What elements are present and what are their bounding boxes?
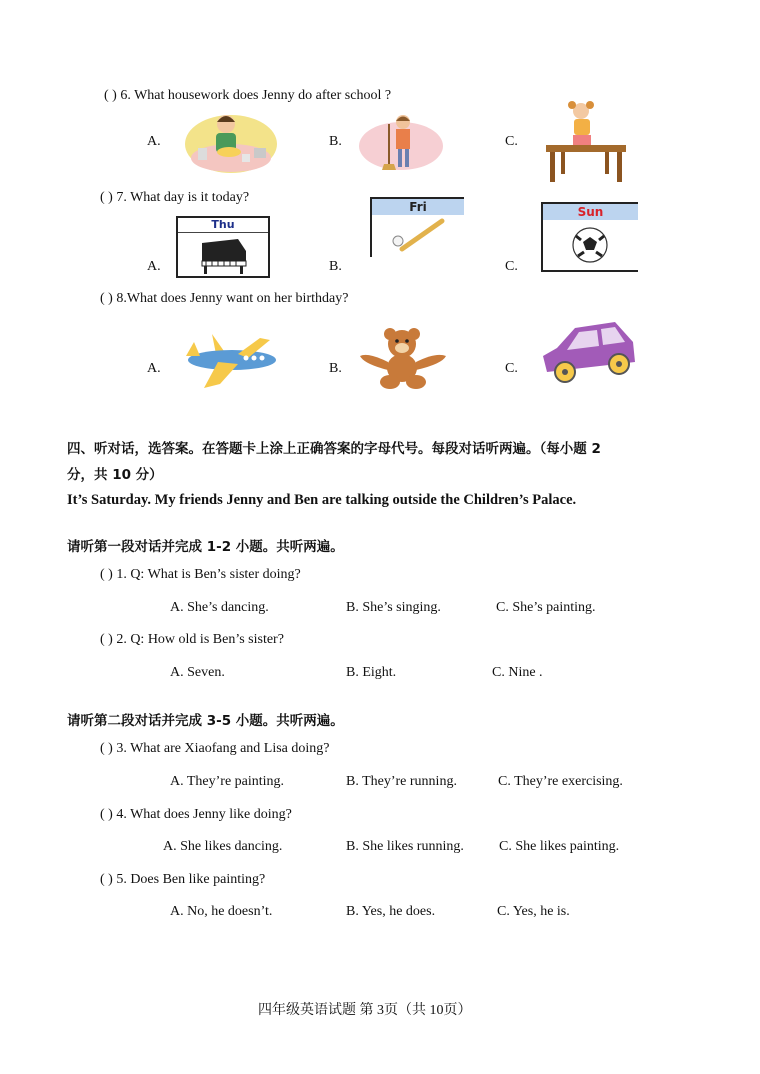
cleaning-table-picture (543, 99, 629, 185)
football-icon (543, 220, 638, 270)
lq3-option-b: B. They’re running. (346, 774, 457, 789)
calendar-thursday (176, 216, 270, 278)
lq2-option-a: A. Seven. (170, 665, 225, 680)
listening-question-3: ( ) 3. What are Xiaofang and Lisa doing? (100, 741, 330, 756)
day-label-thu: Thu (178, 218, 268, 233)
lq5-option-c: C. Yes, he is. (497, 904, 570, 919)
lq4-option-c: C. She likes painting. (499, 839, 620, 854)
piano-icon (178, 233, 268, 275)
question-6: ( ) 6. What housework does Jenny do after school ? (104, 88, 392, 103)
q6-option-a-label: A. (147, 134, 161, 149)
section-4-intro: It’s Saturday. My friends Jenny and Ben are talking outside the Children’s Palace. (67, 492, 577, 508)
dialog-1-instruction: 请听第一段对话并完成 1-2 小题。共听两遍。 (67, 539, 344, 555)
teddy-bear-picture (358, 328, 448, 390)
baseball-bat-icon (372, 215, 464, 257)
q6-option-c-label: C. (505, 134, 518, 149)
q7-option-a-label: A. (147, 259, 161, 274)
listening-question-1: ( ) 1. Q: What is Ben’s sister doing? (100, 567, 301, 582)
lq3-option-c: C. They’re exercising. (498, 774, 623, 789)
listening-question-5: ( ) 5. Does Ben like painting? (100, 872, 266, 887)
day-label-fri: Fri (372, 199, 464, 215)
listening-question-2: ( ) 2. Q: How old is Ben’s sister? (100, 632, 284, 647)
toy-car-picture (537, 318, 639, 384)
washing-dishes-picture (184, 108, 278, 174)
lq5-option-a: A. No, he doesn’t. (170, 904, 273, 919)
lq1-option-b: B. She’s singing. (346, 600, 441, 615)
lq2-option-c: C. Nine . (492, 665, 543, 680)
q6-option-b-label: B. (329, 134, 342, 149)
q7-option-b-label: B. (329, 259, 342, 274)
sweeping-floor-picture (358, 112, 444, 172)
lq1-option-c: C. She’s painting. (496, 600, 596, 615)
calendar-friday (370, 197, 464, 257)
lq5-option-b: B. Yes, he does. (346, 904, 436, 919)
listening-question-4: ( ) 4. What does Jenny like doing? (100, 807, 292, 822)
q8-option-c-label: C. (505, 361, 518, 376)
question-7: ( ) 7. What day is it today? (100, 190, 250, 205)
lq3-option-a: A. They’re painting. (170, 774, 285, 789)
lq4-option-b: B. She likes running. (346, 839, 464, 854)
page-footer: 四年级英语试题 第 3页（共 10页） (258, 1003, 472, 1018)
lq4-option-a: A. She likes dancing. (163, 839, 283, 854)
q8-option-b-label: B. (329, 361, 342, 376)
calendar-sunday (541, 202, 638, 272)
q8-option-a-label: A. (147, 361, 161, 376)
toy-plane-picture (182, 332, 280, 390)
question-8: ( ) 8.What does Jenny want on her birthday? (100, 291, 349, 306)
lq1-option-a: A. She’s dancing. (170, 600, 269, 615)
lq2-option-b: B. Eight. (346, 665, 397, 680)
day-label-sun: Sun (543, 204, 638, 220)
section-4-heading-line1: 四、听对话，选答案。在答题卡上涂上正确答案的字母代号。每段对话听两遍。（每小题 2 (67, 441, 601, 457)
section-4-heading-line2: 分，共 10 分） (67, 467, 163, 483)
dialog-2-instruction: 请听第二段对话并完成 3-5 小题。共听两遍。 (67, 713, 344, 729)
q7-option-c-label: C. (505, 259, 518, 274)
